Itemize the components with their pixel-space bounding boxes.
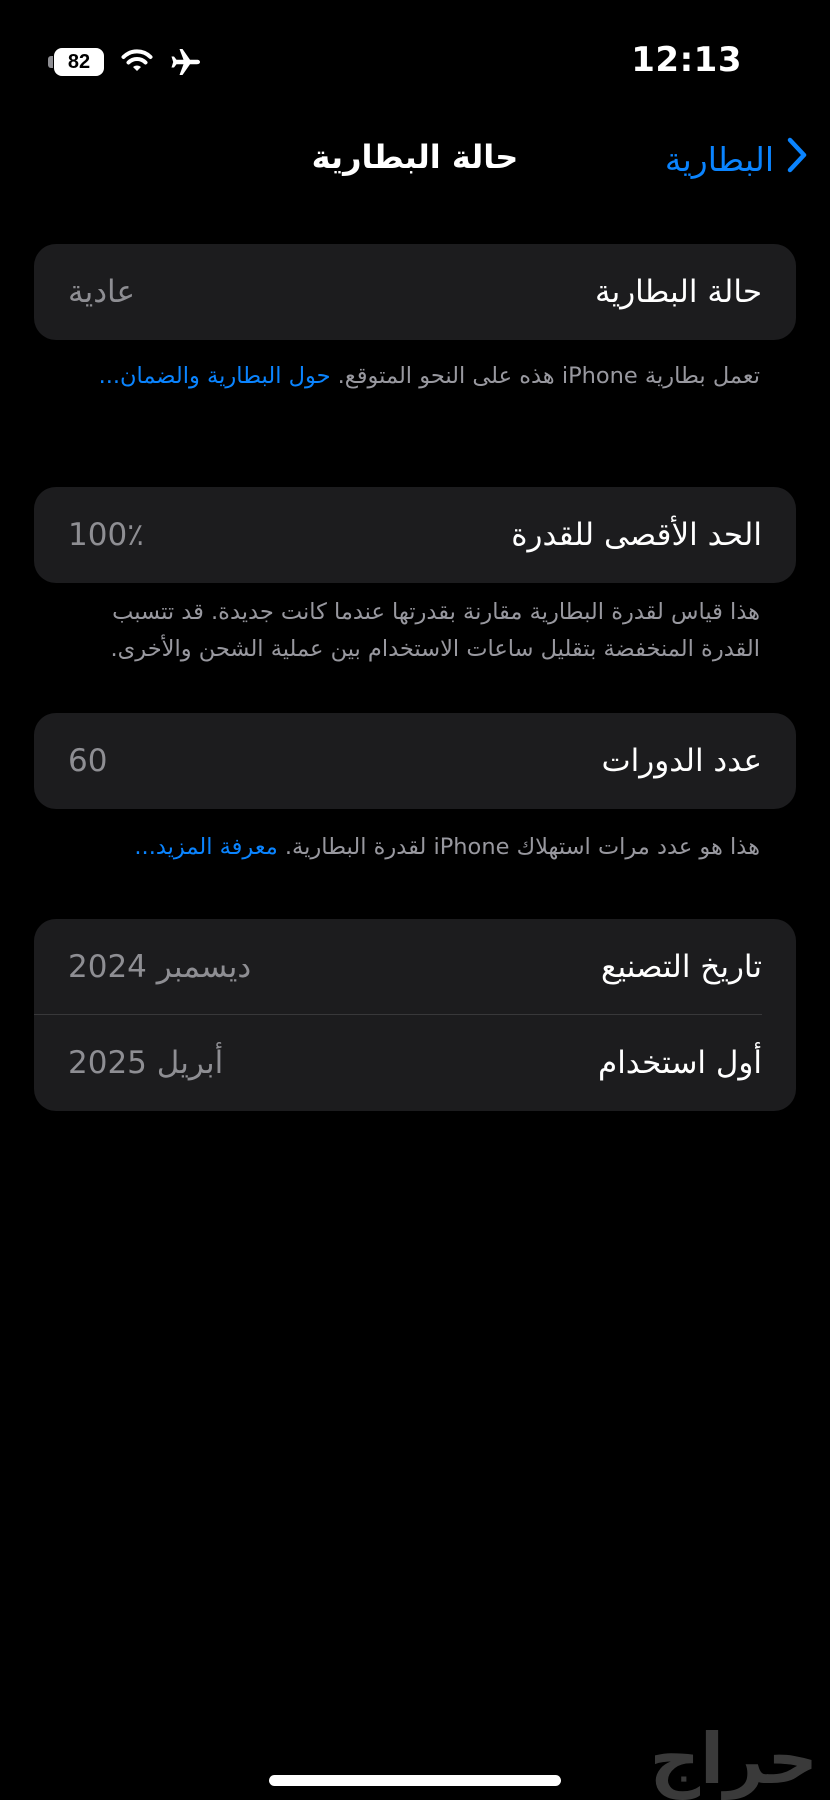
- status-time: 12:13: [631, 40, 742, 80]
- max-capacity-value: 100٪: [68, 517, 144, 553]
- battery-icon: [48, 48, 104, 76]
- dates-group: [34, 919, 796, 1111]
- cycle-count-label: عدد الدورات: [601, 743, 762, 779]
- status-bar: [0, 0, 830, 120]
- haraj-watermark-logo: حراج: [649, 1718, 818, 1800]
- first-use-row: [34, 1015, 796, 1111]
- cycle-count-row: [34, 713, 796, 809]
- max-capacity-row: [34, 487, 796, 583]
- battery-condition-label: حالة البطارية: [594, 274, 762, 310]
- manufacture-date-row: [34, 919, 796, 1015]
- max-capacity-label: الحد الأقصى للقدرة: [511, 517, 762, 553]
- manufacture-date-value: ديسمبر 2024: [68, 949, 252, 985]
- back-button[interactable]: [665, 136, 808, 182]
- battery-condition-footer-text: تعمل بطارية iPhone هذه على النحو المتوقع.: [330, 363, 760, 389]
- cycle-count-value: 60: [68, 743, 108, 779]
- battery-condition-value: عادية: [68, 274, 135, 310]
- first-use-label: أول استخدام: [598, 1045, 762, 1081]
- cycle-count-footer-text: هذا هو عدد مرات استهلاك iPhone لقدرة البطارية.: [277, 834, 760, 860]
- battery-level: 82: [54, 48, 104, 76]
- battery-condition-row: [34, 244, 796, 340]
- manufacture-date-label: تاريخ التصنيع: [600, 949, 762, 985]
- back-button-label: البطارية: [664, 139, 774, 179]
- max-capacity-footer-text: هذا قياس لقدرة البطارية مقارنة بقدرتها عندما كانت جديدة. قد تتسبب القدرة المنخفضة بتقليل ساعات الاستخدام بين عملية الشحن والأخرى.: [110, 599, 760, 662]
- max-capacity-footer: [60, 594, 760, 668]
- max-capacity-group: [34, 487, 796, 583]
- airplane-icon: [170, 47, 202, 77]
- battery-condition-footer: [60, 358, 760, 395]
- battery-warranty-link[interactable]: حول البطارية والضمان...: [98, 363, 331, 389]
- nav-bar: [0, 128, 830, 192]
- cycle-count-footer: [60, 829, 760, 866]
- first-use-value: أبريل 2025: [68, 1045, 224, 1081]
- chevron-back-icon: [786, 136, 808, 182]
- cycle-count-group: [34, 713, 796, 809]
- battery-cap: [48, 56, 53, 68]
- wifi-icon: [120, 49, 154, 75]
- battery-condition-group: [34, 244, 796, 340]
- status-icons: [48, 46, 202, 78]
- home-indicator[interactable]: [269, 1775, 561, 1786]
- learn-more-link[interactable]: معرفة المزيد...: [134, 834, 278, 860]
- page-title: حالة البطارية: [311, 138, 519, 176]
